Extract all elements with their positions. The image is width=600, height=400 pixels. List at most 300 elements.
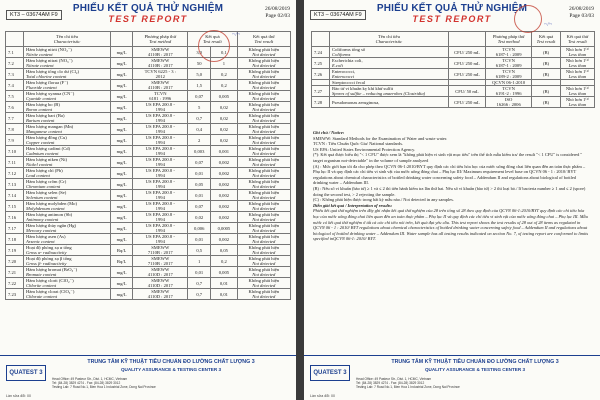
row-result-vi: Không phát hiện [248,278,280,283]
table-row [312,69,595,80]
col-conc-vi: Kết quả thử [566,34,589,39]
row-lod: 0,005 [211,91,237,102]
row-method [133,256,188,267]
col-conc-en: Test result [254,39,274,44]
row-method [133,190,188,201]
row-char-vi: Hàm lượng bo (B) [26,102,60,107]
row-limit: 0,4 [188,124,211,135]
row-characteristic [24,91,111,102]
row-method-1: TCVN [502,58,515,63]
row-result [237,157,290,168]
row-char-en: Gross β- radioactivity [26,261,67,266]
row-method [133,135,188,146]
row-result [237,135,290,146]
row-result [237,234,290,245]
row-lod: 0,002 [211,190,237,201]
note-line: (*): Kết quả được biểu thị "< 1 CFU" được xem là "không phát hiện vi sinh vật mục tiêu" trên thể tích mẫu kiểm tra/ the result "< 1 CFU" is considered " target organism not-detectable" in the volume of sample analyzed [313,152,583,163]
row-limit: 0,7 [188,278,211,289]
row-method-1: TCVN [502,69,515,74]
row-lod: 0,02 [211,135,237,146]
footer-address [356,377,476,389]
col-method-vi: Phương pháp thử [144,34,177,39]
row-char-en: E.coli [332,63,343,68]
row-result [560,47,594,58]
row-char-en: Chlorite content [26,283,56,288]
table-row [6,212,291,223]
row-no: 7.8 [6,124,24,135]
footer-addr-line: Tel: (84-28) 3829 4274 - Fax: (84-28) 3829 3012 [52,381,121,385]
row-no: 7.13 [6,179,24,190]
table-header-row [6,32,291,47]
row-method [133,157,188,168]
row-lod: 0,002 [211,234,237,245]
row-method [133,124,188,135]
table-row [6,113,291,124]
row-method-2: 1994 [155,239,165,244]
results-body [6,47,291,300]
row-method [133,223,188,234]
footer-org-vi: TRUNG TÂM KỸ THUẬT TIÊU CHUẨN ĐO LƯỜNG CHẤT LƯỢNG 3 [391,359,559,365]
row-characteristic [24,234,111,245]
row-no: 7.12 [6,168,24,179]
row-result [237,124,290,135]
row-no: 7.3 [6,69,24,80]
row-method-2: 7110B : 2017 [147,261,173,266]
col-method-vi: Phương pháp thử [492,34,525,39]
row-unit: mg/L [110,91,132,102]
row-char-en: Molybdenum content [26,206,65,211]
row-limit: 0,01 [188,267,211,278]
row-lod: 0,2 [211,69,237,80]
row-unit: mg/L [110,190,132,201]
row-no: 7.10 [6,146,24,157]
row-result-vi: Không phát hiện [248,47,280,52]
row-unit: mg/L [110,102,132,113]
row-result [237,113,290,124]
row-method-1: SMEWW [151,80,170,85]
row-result [237,190,290,201]
row-limit: 0,01 [188,168,211,179]
table-row [6,289,291,300]
row-method-2: 6187-1 : 2009 [495,52,522,57]
row-result-en: Not detected [252,129,276,134]
row-char-vi: Hàm lượng clorit (ClO₂⁻) [26,278,74,283]
row-char-vi: Hoạt độ phóng xạ α tổng [26,245,72,250]
footer-org-en: QUALITY ASSURANCE & TESTING CENTER 3 [120,367,222,372]
row-characteristic [24,289,111,300]
footer-revision: Lần sửa đổi: 00 [310,394,335,398]
row-no: 7.15 [6,201,24,212]
table-row [6,91,291,102]
row-method [133,113,188,124]
table-row [6,223,291,234]
row-method-2: 16266 : 2006 [496,102,521,107]
row-method [486,58,532,69]
row-no: 7.4 [6,80,24,91]
report-title [0,3,296,24]
row-char-vi: Enterococci, [332,69,356,74]
row-result [237,245,290,256]
row-lod: 0,1 [211,47,237,58]
row-method-2: 1994 [155,195,165,200]
note-line: US EPA: United States Environmental Protection Agency. [313,146,416,152]
row-result-en: Not detected [252,272,276,277]
row-result [237,179,290,190]
col-no [6,32,24,47]
row-limit: (B) [532,97,561,108]
row-method-1: TCVN [502,86,515,91]
row-result [237,168,290,179]
row-char-en: Bromate content [26,272,57,277]
row-char-en: Lead content [26,173,50,178]
row-method-2: 6191-2 : 1996 [495,91,522,96]
row-result [237,267,290,278]
col-characteristic [330,32,449,47]
row-char-en: Total chlorine content [26,74,67,79]
col-result-en: Test result [536,39,556,44]
row-result-vi: Không phát hiện [248,267,280,272]
row-unit: CFU/ 250 mL [448,97,485,108]
col-no [312,32,330,47]
col-method-en: Test method [497,39,520,44]
row-lod: 0,01 [211,278,237,289]
row-characteristic [24,69,111,80]
row-method-1: US EPA 200.8 - [145,113,175,118]
row-unit: mg/L [110,69,132,80]
row-char-en: Antimony content [26,217,59,222]
row-char-en: Selenium content [26,195,58,200]
page-header [304,0,600,30]
note-line: (C) : Không phát hiện được trong bất kỳ mẫu nào./ Not detected in any samples. [313,197,454,203]
row-method-1: US EPA 200.8 - [145,157,175,162]
row-method [133,168,188,179]
signature: ~/~ [544,22,553,28]
row-method [133,179,188,190]
row-method-2: 4110B : 2017 [147,52,173,57]
row-result-en: Not detected [252,217,276,222]
table-row [6,245,291,256]
row-characteristic [24,58,111,69]
row-method-1: US EPA 200.8 - [145,124,175,129]
footer-revision: Lần sửa đổi: 00 [6,394,31,398]
row-characteristic [330,97,449,108]
row-method-2: 2012 [155,74,165,79]
row-result-en: Not detected [252,85,276,90]
row-characteristic [24,190,111,201]
row-method-1: SMEWW [151,47,170,52]
footer-addr-line: Testing Lab: 7 Road No.1, Bien Hoa 1 Industrial Zone, Dong Nai Province [52,385,156,389]
row-char-en: Nitrite content [26,52,53,57]
row-char-vi: Hàm lượng antimon (Sb) [26,212,73,217]
row-result-vi: Không phát hiện [248,223,280,228]
row-char-en: Enterococci [332,74,355,79]
row-result-vi: Không phát hiện [248,58,280,63]
table-row [6,58,291,69]
table-row [6,256,291,267]
row-lod: 0,002 [211,168,237,179]
row-char-en: Fluoride content [26,85,57,90]
row-limit: 0,07 [188,91,211,102]
page-date: 26/08/2019 [264,6,290,12]
row-method [133,278,188,289]
table-row [312,47,595,58]
row-result [237,146,290,157]
row-unit: mg/L [110,278,132,289]
interpretation-text: Phiếu kết quả thử nghiệm trên đây ghi nhận kết quả thử nghiệm của 28 trên tổng số 28 theo quy định của QCVN 06-1:2010/BYT quy định các chỉ tiêu hóa học của nước uống đóng chai liên quan đến an toàn thực phẩm – Phụ lục II và quy định các chỉ tiêu vi sinh vật của nước uống đóng chai – Phụ lục III. Mẫu nước có kết quả thử nghiệm ở tất cả các chỉ tiêu nói trên, kết quả đạt yêu cầu. This test report shows the test results of 28 out of 28 items as regulated in QCVN 06 - 1 : 2010/ BYT regulations about chemical characteristics of bottled drinking water concerning safety food – Addendum II and regulations about biological of bottled drinking water – Addendum III. Water sample has all testing results indicated on section No. 7, of testing report are conformed to limits specified inQCVN 06-1: 2010/ BYT. [313,208,589,242]
row-method-1: US EPA 200.8 - [145,179,175,184]
row-characteristic [24,267,111,278]
row-result-vi: Nhỏ hơn 1⁽¹⁾ [565,69,590,74]
title-en: TEST REPORT [412,14,492,24]
row-result-en: Not detected [252,283,276,288]
official-stamp [198,30,230,62]
row-no: 7.18 [6,234,24,245]
row-result [237,278,290,289]
row-result-vi: Không phát hiện [248,146,280,151]
row-method-2: 4110B : 2017 [147,63,173,68]
row-lod: 0,005 [211,267,237,278]
row-char-en: Barium content [26,118,55,123]
row-char-en: Manganese content [26,129,62,134]
row-unit: mg/L [110,157,132,168]
page-footer [0,355,296,400]
row-limit: 0,7 [188,289,211,300]
row-characteristic [24,124,111,135]
table-row [6,146,291,157]
row-result [237,256,290,267]
note-line: (B) : Nếu số vi khuẩn (bào tử) ≥ 1 và ≤ 2 thì tiến hành kiểm tra lần thứ hai. Nếu số vi khuẩn (bào tử) > 2 thì loại bỏ./ If bacteria number ≥ 1 and ≤ 2 (spore) doing the second test, > 2 rejecting the sample. [313,185,586,197]
row-result-vi: Không phát hiện [248,190,280,195]
row-no: 7.7 [6,113,24,124]
row-result-en: Not detected [252,173,276,178]
row-method-2: 6181 : 1996 [149,96,172,101]
report-page-3 [304,0,600,400]
results-table [311,31,595,108]
row-method-1: ISO [504,97,513,102]
row-result-en: Less than [568,52,587,57]
row-char-vi: Hàm lượng nitrit (NO₂⁻) [26,47,72,52]
row-result [237,289,290,300]
row-result-en: Less than [568,74,587,79]
row-no: 7.26 [312,69,330,80]
row-characteristic [24,113,111,124]
row-char-en: Mercury content [26,228,57,233]
row-result [560,58,594,69]
col-result-en: Test result [203,39,222,44]
row-result-vi: Không phát hiện [248,201,280,206]
row-char-vi: Streptococci fecal [332,80,366,85]
footer-addr-line: Testing Lab: 7 Road No.1, Bien Hoa 1 Industrial Zone, Dong Nai Province [356,385,460,389]
row-result-vi: Không phát hiện [248,91,280,96]
row-char-en: Copper content [26,140,55,145]
page-footer [304,355,600,400]
row-method [486,47,532,58]
row-result-en: Not detected [252,140,276,145]
row-result [237,212,290,223]
row-result [237,47,290,58]
row-result-vi: Không phát hiện [248,102,280,107]
notes-title: Ghi chú / Notice: [313,130,345,135]
row-char-vi: Hàm lượng cadimi (Cd) [26,146,71,151]
title-en: TEST REPORT [108,14,188,24]
report-code: KT3 – 03674AM F9 [6,10,62,20]
row-result-en: Not detected [252,250,276,255]
row-lod: 0,02 [211,124,237,135]
row-unit: mg/L [110,135,132,146]
row-result-vi: Nhỏ hơn 1⁽¹⁾ [565,97,590,102]
col-conclusion [560,32,594,47]
table-row [6,157,291,168]
row-method-1: SMEWW [151,256,170,261]
row-method [133,245,188,256]
row-no: 7.5 [6,91,24,102]
row-limit: 5 [188,102,211,113]
row-method-2: 6189-2 : 2009 [495,74,522,79]
table-row [6,47,291,58]
row-method [133,212,188,223]
official-stamp [514,5,542,33]
row-lod: 0,002 [211,212,237,223]
table-row [6,135,291,146]
row-no: 7.19 [6,245,24,256]
row-method-1: US EPA 200.8 - [145,223,175,228]
table-row [6,234,291,245]
row-unit: mg/L [110,234,132,245]
row-method-1: US EPA 200.8 - [145,146,175,151]
note-line: SMEWW: Standard Methods for the Examination of Water and waste water. [313,135,448,141]
row-limit: 0,01 [188,234,211,245]
row-lod: 0,2 [211,80,237,91]
row-limit: 0,07 [188,157,211,168]
row-result-vi: Không phát hiện [248,69,280,74]
row-char-vi: Bào tử vi khuẩn kỵ khí khử sulfit [332,86,393,91]
row-characteristic [24,146,111,157]
row-char-vi: Hàm lượng đồng (Cu) [26,135,67,140]
row-limit: 0,07 [188,201,211,212]
row-method-1: TCVN 6225 - 3 : [144,69,176,74]
row-method-1: SMEWW [151,245,170,250]
row-char-vi: Hàm lượng chì (Pb) [26,168,63,173]
table-row [6,102,291,113]
row-limit: 50 [188,58,211,69]
row-no: 7.23 [6,289,24,300]
row-unit: mg/L [110,179,132,190]
row-result-vi: Không phát hiện [248,234,280,239]
row-char-en: Coliforms [332,52,351,57]
row-result-en: Not detected [252,206,276,211]
row-method-1: TCVN [502,47,515,52]
row-lod: 0,02 [211,102,237,113]
row-method-1: US EPA 200.8 - [145,168,175,173]
row-no: 7.11 [6,157,24,168]
row-method-2: 1994 [155,129,165,134]
col-characteristic [24,32,111,47]
row-method-1: SMEWW [151,278,170,283]
row-method-1: US EPA 200.8 - [145,201,175,206]
row-characteristic [24,168,111,179]
row-method-1: QCVN 06-1:2010 [492,80,526,85]
col-result-vi: Kết quả [538,34,554,39]
row-unit: mg/L [110,146,132,157]
quatest-logo: QUATEST 3 [6,365,46,381]
row-method-2: 4110D : 2017 [147,294,173,299]
row-characteristic [24,278,111,289]
row-char-en: Gross α- radioactivity [26,250,67,255]
row-method [133,234,188,245]
row-no: 7.2 [6,58,24,69]
row-limit: 1,5 [188,80,211,91]
row-no: 7.21 [6,267,24,278]
col-result [532,32,561,47]
row-char-vi: Hàm lượng niken (Ni) [26,157,68,162]
row-characteristic [24,245,111,256]
row-limit: 0,5 [188,245,211,256]
row-method [133,102,188,113]
col-char-en: Characteristic [53,39,81,44]
signature: ~/~ [232,32,241,38]
results-body [312,47,595,108]
row-method-2: 1994 [155,206,165,211]
col-conc-vi: Kết quả thử [252,34,275,39]
row-result-en: Not detected [252,195,276,200]
col-char-vi: Tên chỉ tiêu [377,34,400,39]
row-lod: 1 [211,58,237,69]
row-method-2: 1994 [155,184,165,189]
row-result-en: Not detected [252,162,276,167]
row-char-vi: Hàm lượng asen (As) [26,234,66,239]
page-number: Page 02/03 [265,13,290,19]
row-limit: 0,02 [188,212,211,223]
row-characteristic [24,47,111,58]
row-unit: CFU/ 250 mL [448,69,485,80]
row-result [237,80,290,91]
results-table [5,31,291,300]
row-char-vi: Escherichia coli, [332,58,363,63]
row-char-vi: Hàm lượng nitrat (NO₃⁻) [26,58,73,63]
row-result-vi: Không phát hiện [248,245,280,250]
col-result-vi: Kết quả [205,34,220,39]
footer-addr-line: Head Office: 49 Pasteur Str., Dist. 1, HCMC, Vietnam [52,377,128,381]
col-unit [448,32,485,47]
row-unit: mg/L [110,212,132,223]
row-method-2: 7110B : 2017 [147,250,173,255]
row-method-2: 4110D : 2017 [147,283,173,288]
row-limit: 3,0 [188,47,211,58]
row-limit: 0,006 [188,223,211,234]
row-result [237,58,290,69]
row-result-en: Not detected [252,151,276,156]
row-result [237,201,290,212]
row-lod: 0,002 [211,157,237,168]
row-no: 7.9 [6,135,24,146]
row-char-vi: Hàm lượng thủy ngân (Hg) [26,223,77,228]
row-result-en: Less than [568,63,587,68]
row-unit: mg/L [110,223,132,234]
row-method-2: 1994 [155,217,165,222]
row-characteristic [24,135,111,146]
report-page-2 [0,0,296,400]
row-unit: Bq/L [110,256,132,267]
page-number: Page 03/03 [569,13,594,19]
page-date-block [265,6,290,20]
row-limit: 0,7 [188,113,211,124]
row-no: 7.20 [6,256,24,267]
col-conc-en: Test result [568,39,587,44]
row-result-en: Not detected [252,96,276,101]
row-method-1: SMEWW [151,267,170,272]
row-characteristic [24,102,111,113]
row-characteristic [24,201,111,212]
